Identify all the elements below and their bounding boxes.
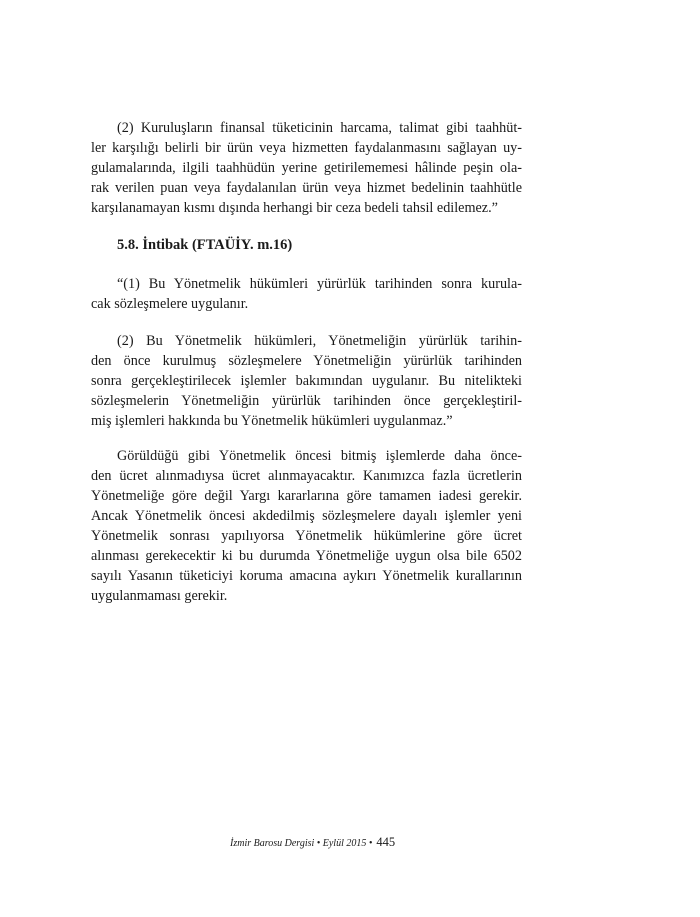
paragraph-line: Yönetmeliğe göre değil Yargı kararlarına göre tamamen iadesi gerekir.: [91, 488, 522, 504]
page-number: 445: [376, 835, 396, 849]
paragraph-line: sonra gerçekleştirilecek işlemler bakımından uygulanır. Bu nitelikteki: [91, 373, 522, 389]
paragraph-line: miş işlemleri hakkında bu Yönetmelik hükümleri uygulanmaz.”: [91, 413, 453, 429]
paragraph-line: rak verilen puan veya faydalanılan ürün veya hizmet bedelinin taahhütle: [91, 180, 522, 196]
paragraph-line: “(1) Bu Yönetmelik hükümleri yürürlük tarihinden sonra kurula-: [117, 276, 522, 292]
paragraph-line: Görüldüğü gibi Yönetmelik öncesi bitmiş işlemlerde daha önce-: [117, 448, 522, 464]
paragraph-line: karşılanamayan kısmı dışında herhangi bir ceza bedeli tahsil edilemez.”: [91, 200, 498, 216]
paragraph-line: ler karşılığı belirli bir ürün veya hizmetten faydalanmasını sağlayan uy-: [91, 140, 522, 156]
paragraph-line: Ancak Yönetmelik öncesi akdedilmiş sözleşmelere dayalı işlemler yeni: [91, 508, 522, 524]
paragraph-line: (2) Kuruluşların finansal tüketicinin harcama, talimat gibi taahhüt-: [117, 120, 522, 136]
paragraph-line: den önce kurulmuş sözleşmelere Yönetmeliğin yürürlük tarihinden: [91, 353, 522, 369]
section-heading-block: [91, 235, 522, 255]
paragraph-line: sözleşmelerin Yönetmeliğin yürürlük tarihinden önce gerçekleştiril-: [91, 393, 522, 409]
paragraph-line: sayılı Yasanın tüketiciyi koruma amacına aykırı Yönetmelik kurallarının: [91, 568, 522, 584]
paragraph-4: [91, 446, 522, 606]
paragraph-2: [91, 274, 522, 314]
paragraph-line: uygulanmaması gerekir.: [91, 588, 228, 604]
paragraph-line: den ücret alınmadıysa ücret alınmayacaktır. Kanımızca fazla ücretlerin: [91, 468, 522, 484]
page-footer: [230, 834, 490, 850]
journal-name: İzmir Barosu Dergisi • Eylül 2015 •: [230, 838, 373, 849]
paragraph-line: alınması gerekecektir ki bu durumda Yönetmeliğe uygun olsa bile 6502: [91, 548, 522, 564]
paragraph-line: gulamalarında, ilgili taahhüdün yerine getirilememesi hâlinde peşin ola-: [91, 160, 522, 176]
paragraph-1: [91, 118, 522, 218]
paragraph-line: cak sözleşmelere uygulanır.: [91, 296, 249, 312]
paragraph-line: Yönetmelik sonrası yapılıyorsa Yönetmelik hükümlerine göre ücret: [91, 528, 522, 544]
paragraph-3: [91, 331, 522, 431]
paragraph-line: (2) Bu Yönetmelik hükümleri, Yönetmeliğin yürürlük tarihin-: [117, 333, 522, 349]
section-heading: 5.8. İntibak (FTAÜİY. m.16): [117, 237, 293, 253]
